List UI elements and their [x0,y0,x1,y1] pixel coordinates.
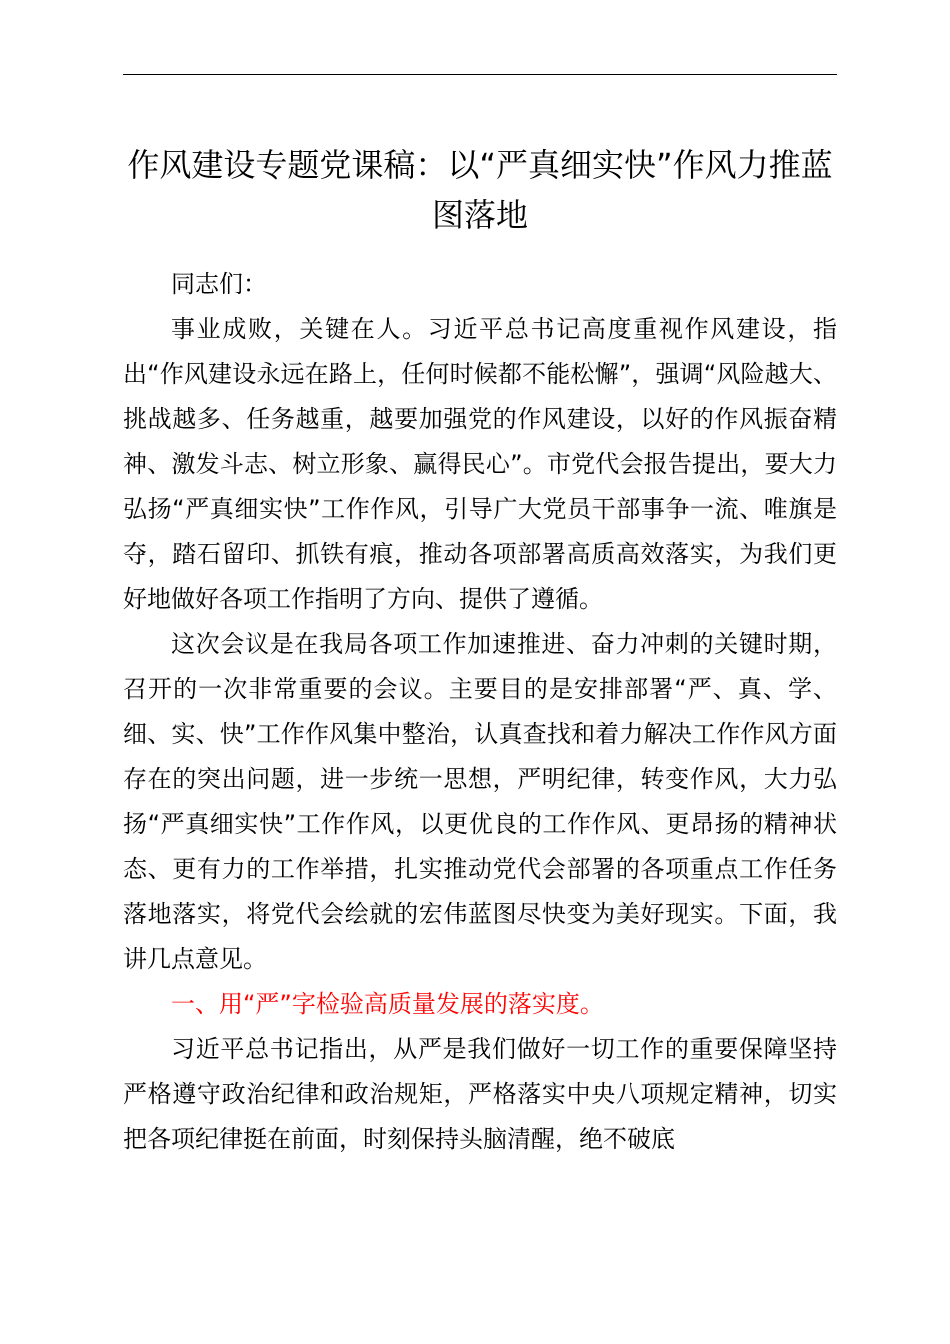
section-heading-1: 一、用“严”字检验高质量发展的落实度。 [171,990,604,1018]
paragraph-1: 事业成败，关键在人。习近平总书记高度重视作风建设，指出“作风建设永远在路上，任何时候都不能松懈”，强调“风险越大、挑战越多、任务越重，越要加强党的作风建设，以好的作风振奋精神、激发斗志、树立形象、赢得民心”。市党代会报告提出，要大力弘扬“严真细实快”工作作风，引导广大党员干部事争一流、唯旗是夺，踏石留印、抓铁有痕，推动各项部署高质高效落实，为我们更好地做好各项工作指明了方向、提供了遵循。 [123,315,837,613]
header-rule [123,74,837,75]
document-body [123,262,837,1162]
paragraph-2: 这次会议是在我局各项工作加速推进、奋力冲刺的关键时期，召开的一次非常重要的会议。主要目的是安排部署“严、真、学、细、实、快”工作作风集中整治，认真查找和着力解决工作作风方面存在的突出问题，进一步统一思想，严明纪律，转变作风，大力弘扬“严真细实快”工作作风，以更优良的工作作风、更昂扬的精神状态、更有力的工作举措，扎实推动党代会部署的各项重点工作任务落地落实，将党代会绘就的宏伟蓝图尽快变为美好现实。下面，我讲几点意见。 [123,630,837,973]
salutation: 同志们： [171,270,267,298]
section-1-paragraph: 习近平总书记指出，从严是我们做好一切工作的重要保障坚持严格遵守政治纪律和政治规矩，严格落实中央八项规定精神，切实把各项纪律挺在前面，时刻保持头脑清醒，绝不破底 [123,1035,837,1153]
document-title: 作风建设专题党课稿：以“严真细实快”作风力推蓝图落地 [127,146,833,234]
